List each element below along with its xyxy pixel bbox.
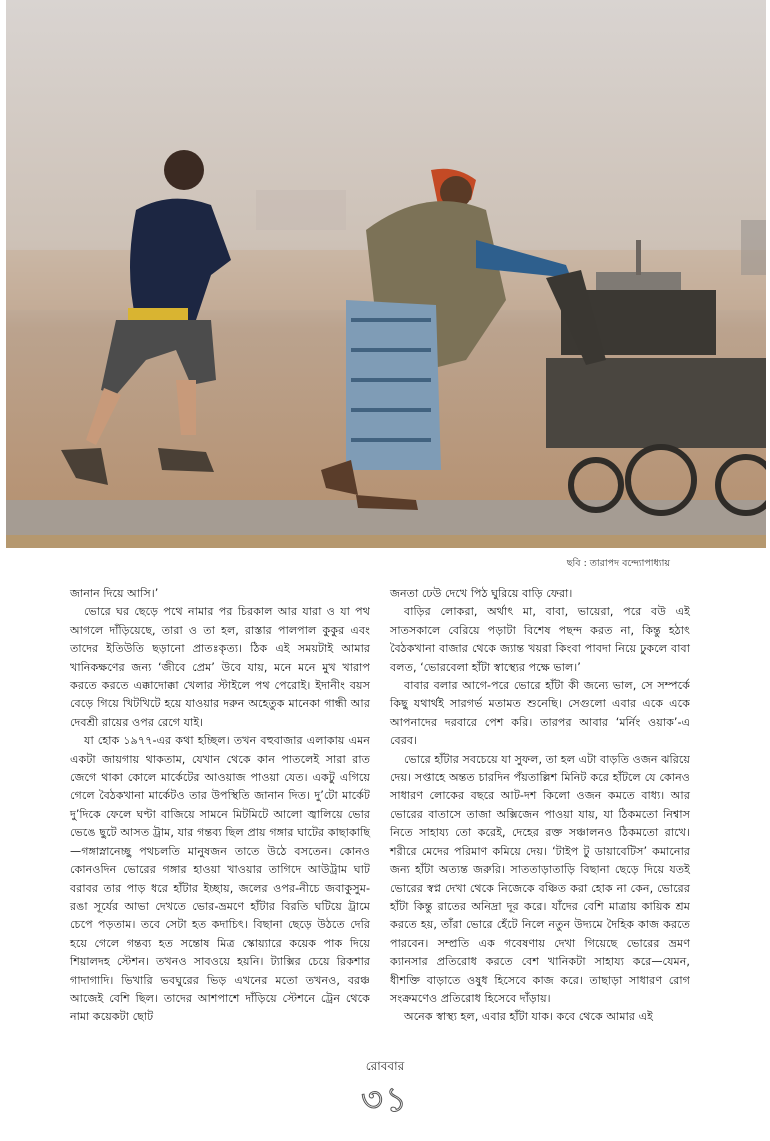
paragraph: অনেক স্বাস্থ্য হল, এবার হাঁটা যাক। কবে থেকে আমার এই — [404, 1010, 653, 1024]
paragraph: যা হোক ১৯৭৭-এর কথা হচ্ছিল। তখন বহুবাজার এলাকায় এমন একটা জায়গায় থাকতাম, যেখান থেকে কান পাতলেই সারা রাত জেগে থাকা কোলে মার্কেটের আওয়াজ পাওয়া যেত। একটু এগিয়ে গেলে বৈঠকখানা মার্কেটও তার উপস্থিতি জানান দিত। দু’টো মার্কেট দু’দিকে ফেলে ঘণ্টা বাজিয়ে সামনে মিটমিটে আলো জ্বালিয়ে ভোর ভেঙে ছুটে আসত ট্রাম, যার গন্তব্য ছিল প্রায় গঙ্গার ঘাটের কাছাকাছি—গঙ্গাস্নানেচ্ছু পথচলতি মানুষজন তাতে উঠে বসতেন। কোনও কোনওদিন ভোরের গঙ্গার হাওয়া খাওয়ার তাগিদে আউট্রাম ঘাট বরাবর তার পাড় ধরে হাঁটার ইচ্ছায়, জলের ওপর-নীচে জবাকুসুম-রঙা সূর্যের আভা দেখতে ভোর-ভ্রমণে হাঁটার বিরতি ঘটিয়ে ট্রামে চেপে পড়তাম। তবে সেটা হত কদাচিৎ। বিছানা ছেড়ে উঠতে দেরি হয়ে গেলে গন্তব্য হত সন্তোষ মিত্র স্কোয়্যারে কয়েক পাক দিয়ে শিয়ালদহ স্টেশন। তখনও সাবওয়ে হয়নি। ট্যাক্সির চেয়ে রিকশার গাদাগাদি। ভিখারি ভবঘুরের ভিড় এখনের মতো তখনও, বরঞ্চ আজেই বেশি ছিল। তাদের আশপাশে দাঁড়িয়ে স্টেশনে ট্রেন থেকে নামা কয়েকটা ছোট — [70, 734, 370, 1024]
photo-credit: ছবি : তারাপদ বন্দ্যোপাধ্যায় — [566, 558, 670, 569]
article-column-left — [70, 585, 370, 1027]
photo-illustration — [6, 0, 766, 548]
magazine-name: রোববার — [365, 1059, 405, 1073]
paragraph: ভোরে হাঁটার সবচেয়ে যা সুফল, তা হল এটা বাড়তি ওজন ঝরিয়ে দেয়। সপ্তাহে অন্তত চারদিন পঁয়তাল্লিশ মিনিট করে হাঁটলে যে কোনও সাধারণ লোকের বছরে আট-দশ কিলো ওজন কমতে বাধ্য। আর ভোরের বাতাসে তাজা অক্সিজেন পাওয়া যায়, যা ঠিকমতো নিশ্বাস নিতে সাহায্য তো করেই, দেহের রক্ত সঞ্চালনও ঠিকমতো রাখে। শরীরে মেদের পরিমাণ কমিয়ে দেয়। ‘টাইপ টু ডায়াবেটিস’ কমানোর জন্য হাঁটা অত্যন্ত জরুরি। সাততাড়াতাড়ি বিছানা ছেড়ে দিয়ে যতই ভোরের স্বপ্ন দেখা থেকে নিজেকে বঞ্চিত করা হোক না কেন, ভোরের হাঁটা কিন্তু রাতের অনিদ্রা দূর করে। যাঁদের বেশি মাত্রায় কায়িক শ্রম করতে হয়, তাঁরা ভোরে হেঁটে নিলে নতুন উদ্যমে দৈহিক কাজ করতে পারবেন। সম্প্রতি এক গবেষণায় দেখা গিয়েছে ভোরের ভ্রমণ ক্যানসার প্রতিরোধ করতে বেশ খানিকটা সাহায্য করে—যেমন, ধীশক্তি বাড়াতে ওষুধ হিসেবে কাজ করে। তাছাড়া সাধারণ রোগ সংক্রমণেও প্রতিরোধ হিসেবে দাঁড়ায়। — [390, 752, 690, 1005]
paragraph: বাড়ির লোকরা, অর্থাৎ মা, বাবা, ভায়েরা, পরে বউ এই সাতসকালে বেরিয়ে পড়াটা বিশেষ পছন্দ করত না, কিন্তু হঠাৎ বৈঠকখানা বাজার থেকে জ্যান্ত খয়রা কিংবা পাবদা নিয়ে ঢুকলে বাবা বলত, ‘ভোরবেলা হাঁটা স্বাস্থ্যের পক্ষে ভাল।’ — [390, 605, 690, 674]
paragraph: বাবার বলার আগে-পরে ভোরে হাঁটা কী জন্যে ভাল, সে সম্পর্কে কিছু যথার্থই সারগর্ভ মতামত শুনেছি। সেগুলো এবার একে একে আপনাদের দরবারে পেশ করি। তারপর আবার ‘মর্নিং ওয়াক’-এ বেরব। — [390, 679, 690, 748]
article-column-right — [390, 585, 690, 1027]
page-number: ৩১ — [360, 1080, 410, 1120]
paragraph: জনতা ঢেউ দেখে পিঠ ঘুরিয়ে বাড়ি ফেরা। — [390, 587, 573, 600]
paragraph: জানান দিয়ে আসি।’ — [70, 587, 159, 600]
photo-morning-walk — [6, 0, 766, 548]
paragraph: ভোরে ঘর ছেড়ে পথে নামার পর চিরকাল আর যারা ও যা পথ আগলে দাঁড়িয়েছে, তারা ও তা হল, রাস্তার পালপাল কুকুর এবং তাদের ইতিউতি ছড়ানো প্রাতঃকৃত্য। ঠিক এই সময়টাই আমার খানিকক্ষণের জন্য ‘জীবে প্রেম’ উবে যায়, মনে মনে মুখ খারাপ করতে করতে এক্কাদোক্কা খেলার স্টাইলে পথ পেরোই। ইদানীং বয়স বেড়ে গিয়ে খিটখিটে হয়ে যাওয়ার দরুন অহেতুক মানেকা গান্ধী আর দেবশ্রী রায়ের ওপর রেগে যাই। — [70, 605, 370, 729]
